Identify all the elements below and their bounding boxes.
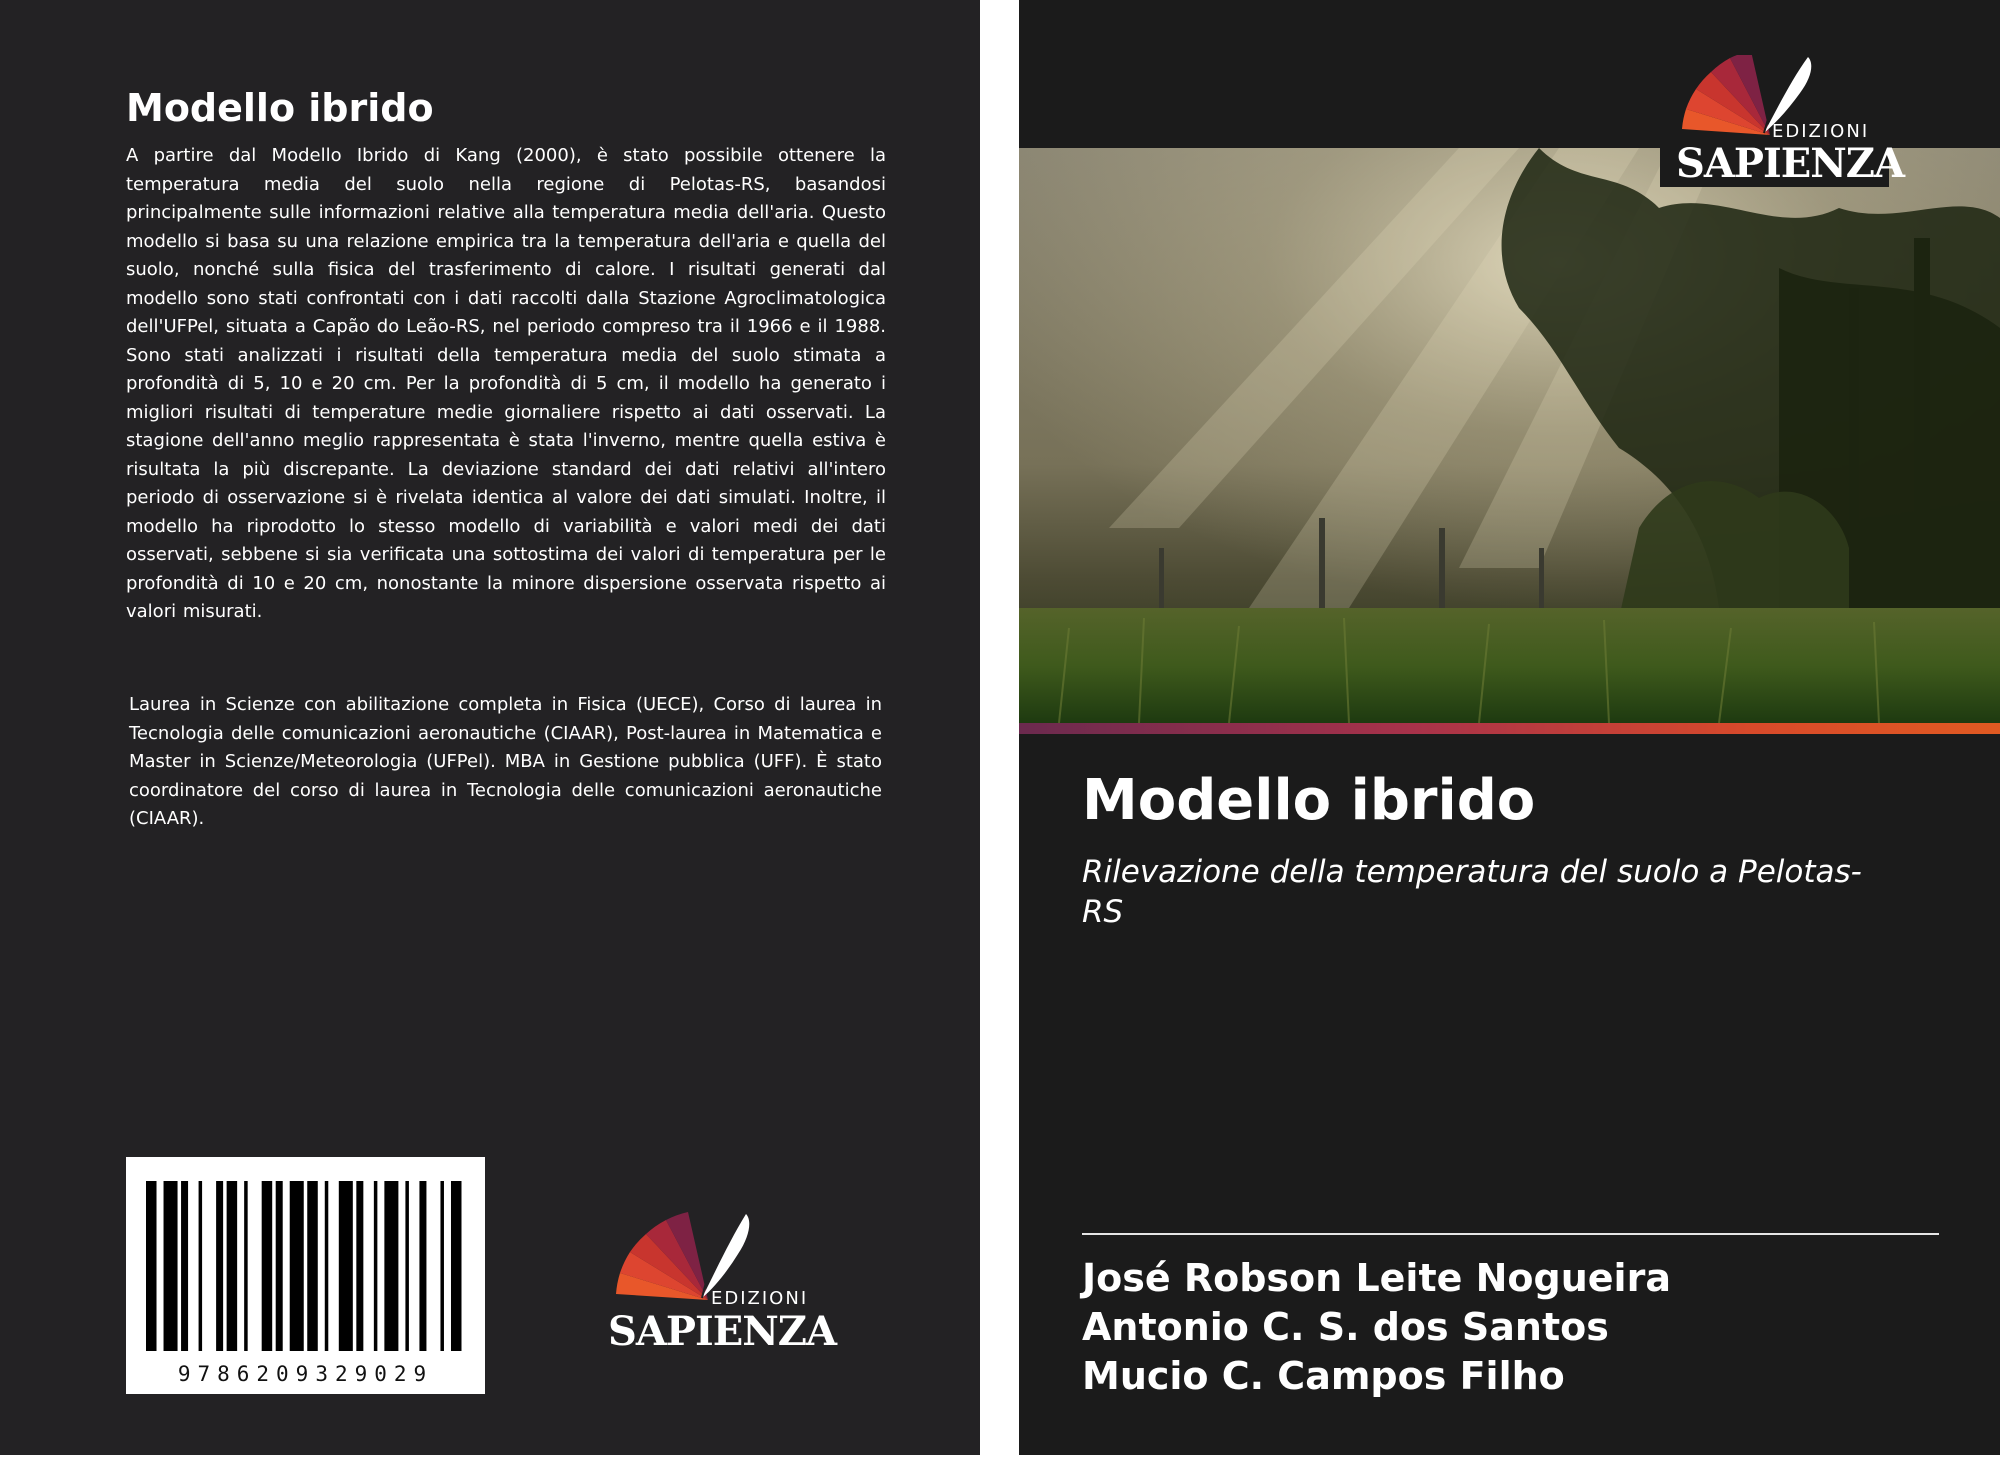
publisher-name: SAPIENZA	[1676, 140, 1904, 187]
publisher-edizioni: EDIZIONI	[711, 1288, 809, 1309]
author-list	[1082, 1254, 1671, 1401]
author-name: Mucio C. Campos Filho	[1082, 1354, 1565, 1398]
cover-photo	[1019, 148, 2000, 723]
front-cover-subtitle: Rilevazione della temperatura del suolo a Pelotas-RS	[1082, 854, 1862, 930]
publisher-name: SAPIENZA	[608, 1308, 836, 1355]
book-blurb: A partire dal Modello Ibrido di Kang (2000), è stato possibile ottenere la temperatura media del suolo nella regione di Pelotas-RS, basandosi principalmente sulle informazioni relative alla temperatura media dell'aria. Questo modello si basa su una relazione empirica tra la temperatura dell'aria e quella del suolo, nonché sulla fisica del trasferimento di calore. I risultati generati dal modello sono stati confrontati con i dati raccolti dalla Stazione Agroclimatologica dell'UFPel, situata a Capão do Leão-RS, nel periodo compreso tra il 1966 e il 1988. Sono stati analizzati i risultati della temperatura media del suolo stimata a profondità di 5, 10 e 20 cm. Per la profondità di 5 cm, il modello ha generato i migliori risultati di temperature medie giornaliere rispetto ai dati osservati. La stagione dell'anno meglio rappresentata è stata l'inverno, mentre quella estiva è risultata la più discrepante. La deviazione standard dei dati relativi all'intero periodo di osservazione si è rivelata identica al valore dei dati simulati. Inoltre, il modello ha riprodotto lo stesso modello di variabilità e valori medi dei dati osservati, sebbene si sia verificata una sottostima dei valori di temperatura per le profondità di 10 e 20 cm, nonostante la minore dispersione osservata rispetto ai valori misurati.	[126, 145, 886, 622]
author-divider	[1082, 1233, 1939, 1235]
barcode-bars	[146, 1181, 465, 1351]
barcode	[126, 1157, 485, 1394]
publisher-logo-front	[1660, 55, 1904, 187]
barcode-digits: 9786209329029	[177, 1362, 434, 1386]
publisher-logo-back	[596, 1212, 836, 1355]
author-name: Antonio C. S. dos Santos	[1082, 1305, 1609, 1349]
book-spine	[980, 0, 1019, 1457]
publisher-edizioni: EDIZIONI	[1772, 121, 1870, 142]
author-name: José Robson Leite Nogueira	[1082, 1256, 1671, 1300]
front-cover-title: Modello ibrido	[1082, 768, 1536, 833]
author-bio: Laurea in Scienze con abilitazione completa in Fisica (UECE), Corso di laurea in Tecnologia delle comunicazioni aeronautiche (CIAAR), Post-laurea in Matematica e Master in Scienze/Meteorologia (UFPel). MBA in Gestione pubblica (UFF). È stato coordinatore del corso di laurea in Tecnologia delle comunicazioni aeronautiche (CIAAR).	[129, 694, 882, 829]
back-cover-title: Modello ibrido	[126, 86, 434, 130]
accent-bar	[1019, 723, 2000, 734]
